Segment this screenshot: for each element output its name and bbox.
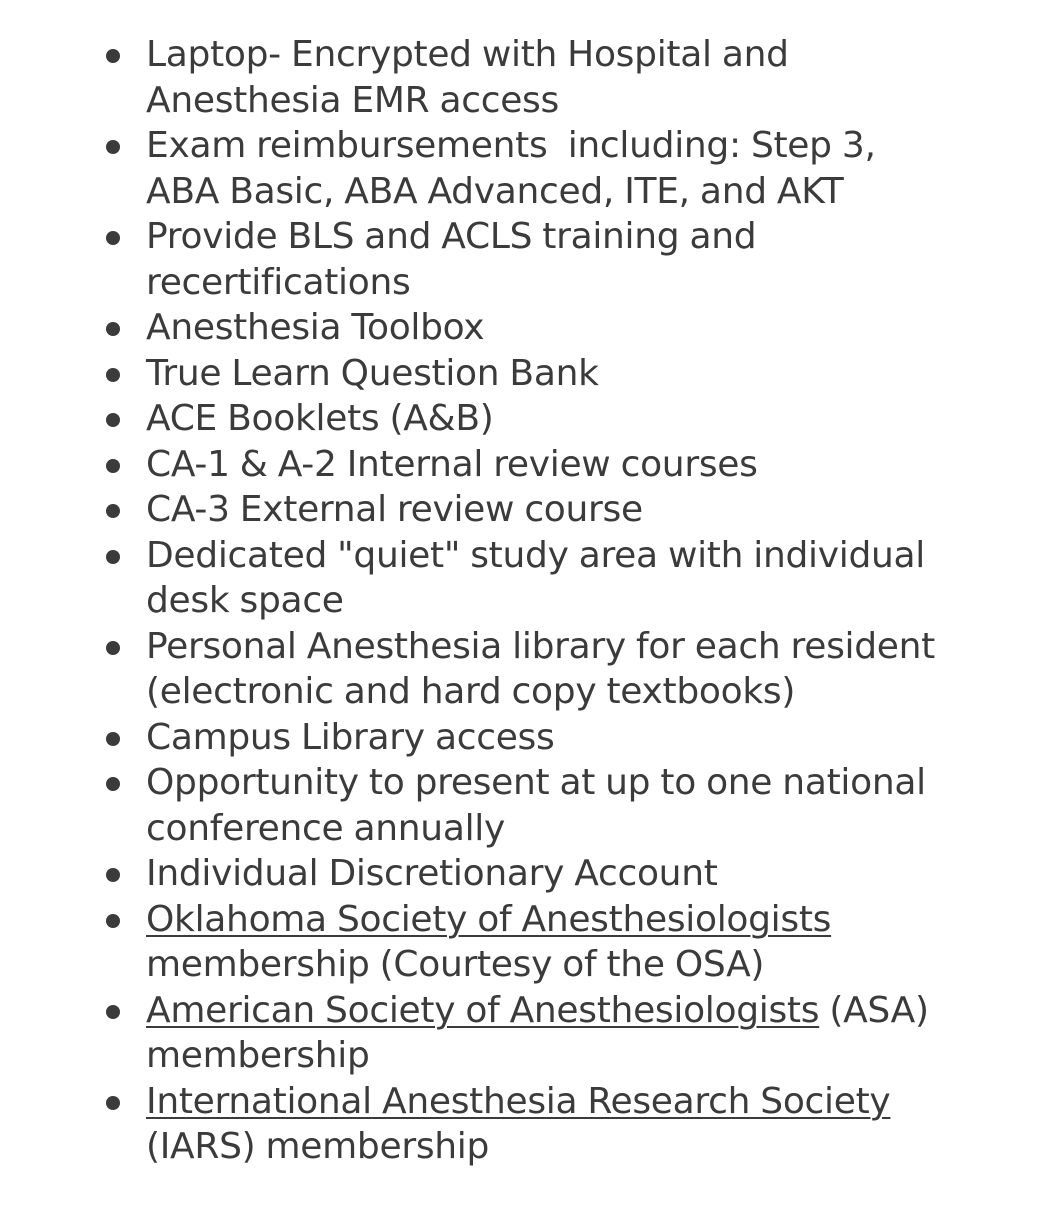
bullet-icon — [106, 504, 120, 518]
benefit-line: desk space — [146, 580, 344, 621]
benefit-line: Exam reimbursements including: Step 3, — [146, 125, 876, 166]
benefit-personal-library — [0, 624, 1050, 715]
benefit-line: Opportunity to present at up to one national — [146, 762, 926, 803]
bullet-icon — [106, 1005, 120, 1019]
benefit-iars-membership — [0, 1079, 1050, 1170]
osa-link[interactable]: Oklahoma Society of Anesthesiologists — [146, 898, 832, 940]
benefit-true-learn — [0, 351, 1050, 397]
benefit-external-review — [0, 487, 1050, 533]
benefit-line: membership (Courtesy of the OSA) — [146, 944, 765, 985]
benefit-line: CA-1 & A-2 Internal review courses — [146, 443, 758, 485]
benefit-line: Campus Library access — [146, 716, 555, 758]
benefit-exam-reimbursements — [0, 123, 1050, 214]
bullet-icon — [106, 732, 120, 746]
benefit-study-area — [0, 533, 1050, 624]
benefit-line: Dedicated "quiet" study area with individual — [146, 534, 925, 576]
benefit-line: recertifications — [146, 261, 411, 303]
bullet-icon — [106, 459, 120, 473]
iars-link[interactable]: International Anesthesia Research Society — [146, 1080, 891, 1122]
benefit-ace-booklets — [0, 396, 1050, 442]
bullet-icon — [106, 550, 120, 564]
benefit-line — [146, 897, 1010, 943]
benefit-line: conference annually — [146, 807, 505, 849]
bullet-icon — [106, 140, 120, 154]
bullet-icon — [106, 231, 120, 245]
bullet-icon — [106, 322, 120, 336]
benefit-line: Individual Discretionary Account — [146, 853, 718, 894]
benefit-bls-acls — [0, 214, 1050, 305]
benefit-line: Laptop- Encrypted with Hospital and — [146, 34, 789, 75]
benefit-internal-review — [0, 442, 1050, 488]
benefit-anesthesia-toolbox — [0, 305, 1050, 351]
benefit-line: Provide BLS and ACLS training and — [146, 216, 757, 257]
benefit-campus-library — [0, 715, 1050, 761]
bullet-icon — [106, 1096, 120, 1110]
benefit-line: ABA Basic, ABA Advanced, ITE, and AKT — [146, 170, 844, 212]
bullet-icon — [106, 49, 120, 63]
benefits-list — [0, 32, 1050, 1170]
bullet-icon — [106, 777, 120, 791]
benefit-line — [146, 988, 1010, 1034]
asa-link[interactable]: American Society of Anesthesiologists — [146, 989, 820, 1031]
benefit-line: ACE Booklets (A&B) — [146, 398, 494, 439]
benefit-line — [146, 1079, 1010, 1125]
benefit-osa-membership — [0, 897, 1050, 988]
benefit-line: (IARS) membership — [146, 1126, 490, 1167]
bullet-icon — [106, 868, 120, 882]
benefit-line: Anesthesia Toolbox — [146, 307, 485, 348]
benefit-line: CA-3 External review course — [146, 489, 643, 530]
benefit-line: True Learn Question Bank — [146, 352, 599, 394]
bullet-icon — [106, 413, 120, 427]
benefit-national-conference — [0, 760, 1050, 851]
bullet-icon — [106, 914, 120, 928]
benefit-laptop — [0, 32, 1050, 123]
link-suffix: (ASA) — [819, 989, 929, 1031]
benefit-line: Anesthesia EMR access — [146, 79, 559, 121]
benefit-line: membership — [146, 1035, 370, 1076]
benefit-discretionary-account — [0, 851, 1050, 897]
bullet-icon — [106, 368, 120, 382]
benefit-line: Personal Anesthesia library for each resident — [146, 625, 935, 667]
benefit-line: (electronic and hard copy textbooks) — [146, 671, 796, 712]
bullet-icon — [106, 641, 120, 655]
benefit-asa-membership — [0, 988, 1050, 1079]
